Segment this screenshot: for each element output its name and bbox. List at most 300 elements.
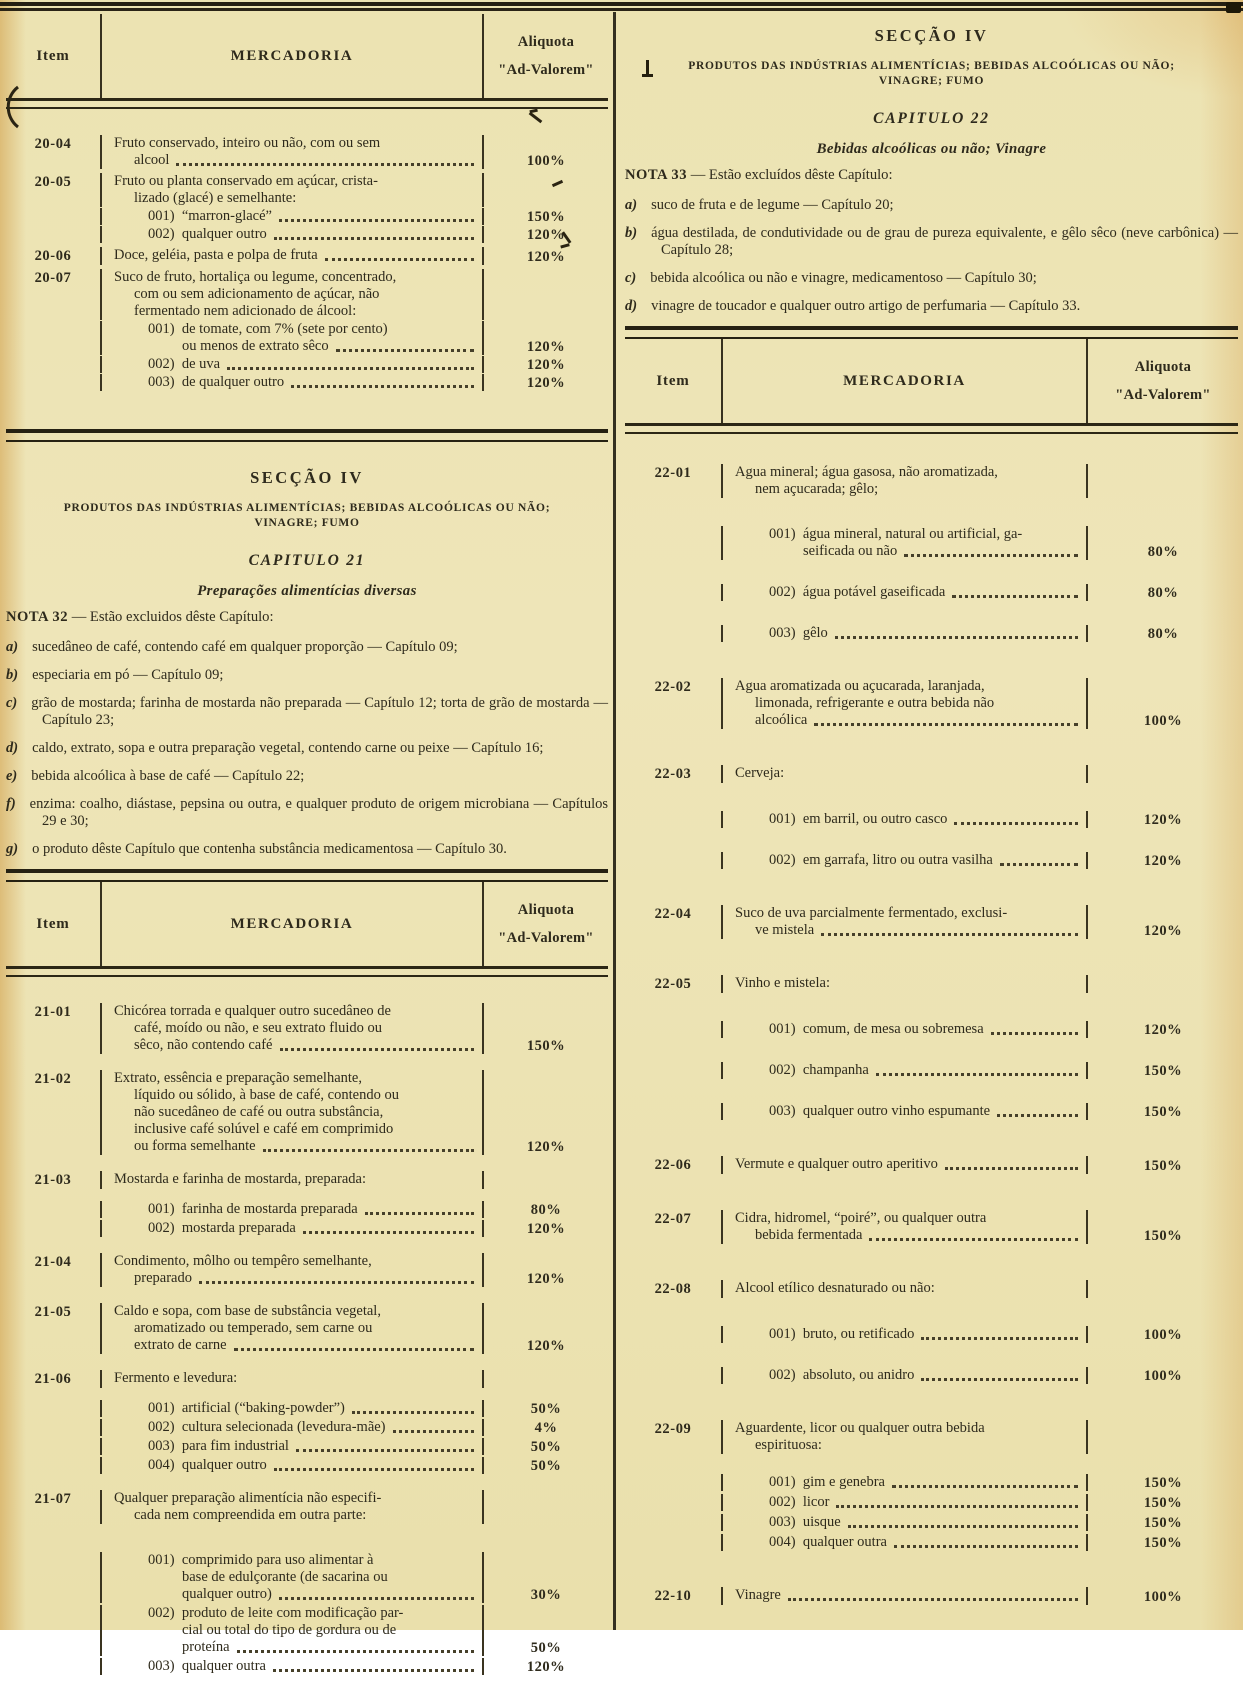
description-line: Suco de fruto, hortaliça ou legume, concentrado, <box>114 269 397 285</box>
table-row <box>625 852 1238 869</box>
description-line <box>735 1227 1080 1244</box>
ad-valorem-value: 150% <box>526 1038 566 1054</box>
ad-valorem-cell <box>482 1220 608 1237</box>
dot-leader <box>393 1430 474 1433</box>
section-heading-chapter-21 <box>6 468 608 858</box>
dot-leader <box>894 1545 1078 1548</box>
tariff-entry-group <box>625 678 1238 729</box>
dot-leader <box>1000 863 1078 866</box>
ad-valorem-value: 150% <box>1143 1495 1183 1511</box>
dot-leader <box>279 219 474 222</box>
item-description <box>721 1156 1086 1174</box>
table-row <box>6 374 608 391</box>
item-code: 22-05 <box>654 976 692 992</box>
description-text: 001) comum, de mesa ou sobremesa <box>769 1021 984 1037</box>
ad-valorem-cell <box>482 356 608 373</box>
exclusion-item: c) grão de mostarda; farinha de mostarda não preparada — Capítulo 12; torta de grão de mostarda — Capítulo 23; <box>6 695 608 728</box>
description-text: Vermute e qualquer outro aperitivo <box>735 1156 938 1172</box>
description-line <box>148 1639 476 1656</box>
ad-valorem-cell <box>482 1658 608 1675</box>
section-title: SECÇÃO IV <box>250 468 364 487</box>
table-row <box>6 1370 608 1388</box>
ad-valorem-value: 120% <box>1143 1022 1183 1038</box>
ad-valorem-value: 120% <box>526 1659 566 1675</box>
item-description <box>100 1419 482 1436</box>
description-line <box>148 1201 476 1218</box>
exclusion-item: b) água destilada, de condutividade ou de grau de pureza equivalente, e gêlo sêco (neve carbônica) — Capítulo 28; <box>625 225 1238 258</box>
item-description <box>100 173 482 207</box>
ad-valorem-value: 50% <box>530 1458 562 1474</box>
ad-valorem-cell <box>482 173 608 207</box>
description-line <box>114 1337 476 1354</box>
description-line <box>148 1220 476 1237</box>
note-text: — Estão excluidos dêste Capítulo: <box>71 609 274 625</box>
description-line: Chicórea torrada e qualquer outro sucedâneo de <box>114 1003 391 1019</box>
item-code: 20-06 <box>34 248 72 264</box>
tariff-entry-group <box>6 1370 608 1474</box>
item-description <box>100 1552 482 1603</box>
item-code: 21-06 <box>34 1371 72 1387</box>
description-text: 003) de qualquer outro <box>148 374 285 390</box>
col-header-mercadoria: MERCADORIA <box>721 339 1086 423</box>
item-description <box>100 1253 482 1287</box>
dot-leader <box>788 1598 1078 1601</box>
tariff-entry-group <box>6 1070 608 1155</box>
description-line: Cidra, hidromel, “poiré”, ou qualquer outra <box>735 1210 987 1226</box>
ad-valorem-value: 4% <box>534 1420 558 1436</box>
ad-valorem-cell <box>1086 765 1238 783</box>
item-description <box>721 584 1086 601</box>
exclusion-item-label: c) <box>625 270 637 286</box>
item-code: 22-02 <box>654 679 692 695</box>
dot-leader <box>234 1348 474 1351</box>
tariff-entry-group <box>6 1490 608 1675</box>
ad-valorem-cell <box>1086 1534 1238 1551</box>
tariff-table-chapter-22 <box>625 326 1238 1605</box>
ad-valorem-value: 120% <box>526 1139 566 1155</box>
dot-leader <box>303 1231 474 1234</box>
table-row <box>6 1419 608 1436</box>
table-row <box>6 1003 608 1054</box>
ad-valorem-value: 100% <box>1143 1368 1183 1384</box>
description-text: 002) água potável gaseificada <box>769 584 946 600</box>
tariff-entry-group <box>6 247 608 265</box>
table-row <box>625 678 1238 729</box>
item-description <box>100 1201 482 1218</box>
tariff-entry-group <box>625 905 1238 939</box>
table-row <box>625 1210 1238 1244</box>
ad-valorem-cell <box>482 1457 608 1474</box>
description-line: Extrato, essência e preparação semelhante, <box>114 1070 362 1086</box>
ad-valorem-value: 80% <box>1147 544 1179 560</box>
description-line: Fruto ou planta conservado em açúcar, crista- <box>114 173 378 189</box>
col-header-item: Item <box>36 47 70 64</box>
table-row <box>6 173 608 207</box>
description-text: qualquer outro) <box>182 1586 272 1602</box>
tariff-entry-group <box>625 1210 1238 1244</box>
description-line: café, moído ou não, e seu extrato fluido ou <box>134 1020 383 1036</box>
ad-valorem-value: 80% <box>1147 626 1179 642</box>
note-text: — Estão excluídos dêste Capítulo: <box>690 167 893 183</box>
table-row <box>625 1587 1238 1605</box>
description-text: 003) gêlo <box>769 625 828 641</box>
aliquota-label: Aliquota <box>1134 358 1192 375</box>
item-code <box>625 1103 721 1120</box>
description-text: 002) mostarda preparada <box>148 1220 296 1236</box>
ad-valorem-value: 150% <box>1143 1515 1183 1531</box>
note-label: NOTA 32 <box>6 609 69 625</box>
dot-leader <box>176 163 474 166</box>
item-code <box>625 1494 721 1511</box>
col-header-mercadoria: MERCADORIA <box>100 14 482 98</box>
ad-valorem-value: 80% <box>530 1202 562 1218</box>
description-text: Doce, geléia, pasta e polpa de fruta <box>114 247 318 263</box>
description-line <box>148 1419 476 1436</box>
table-row <box>625 765 1238 783</box>
item-description <box>721 1367 1086 1384</box>
ad-valorem-value: 120% <box>1143 853 1183 869</box>
item-description <box>100 226 482 243</box>
description-line: base de edulçorante (de sacarina ou <box>182 1569 388 1585</box>
right-column <box>625 14 1238 1641</box>
description-line: 002) produto de leite com modificação par- <box>148 1605 404 1621</box>
description-line: Alcool etílico desnaturado ou não: <box>735 1280 935 1296</box>
item-description <box>100 269 482 320</box>
table-row <box>6 269 608 320</box>
ad-valorem-cell <box>1086 1156 1238 1174</box>
chapter-number: CAPITULO 21 <box>248 552 366 569</box>
dot-leader <box>997 1114 1078 1117</box>
table-row <box>6 1552 608 1603</box>
col-header-aliquota <box>482 882 608 966</box>
table-row <box>6 1070 608 1155</box>
ad-valorem-cell <box>1086 811 1238 828</box>
description-line <box>148 208 476 225</box>
ad-valorem-value: 100% <box>1143 713 1183 729</box>
table-row <box>625 1103 1238 1120</box>
item-code: 22-09 <box>654 1421 692 1437</box>
description-line: Agua aromatizada ou açucarada, laranjada, <box>735 678 985 694</box>
table-row <box>625 1326 1238 1343</box>
item-code: 21-03 <box>34 1172 72 1188</box>
table-row <box>6 321 608 355</box>
dot-leader <box>263 1149 474 1152</box>
ad-valorem-cell <box>482 1171 608 1189</box>
col-header-aliquota <box>482 14 608 98</box>
description-text: 002) champanha <box>769 1062 869 1078</box>
exclusion-item-label: b) <box>625 225 638 241</box>
table-body <box>6 977 608 1675</box>
table-row <box>6 1220 608 1237</box>
description-line: cial ou total do tipo de gordura ou de <box>182 1622 397 1638</box>
ad-valorem-cell <box>1086 1494 1238 1511</box>
item-description <box>100 1438 482 1455</box>
dot-leader <box>952 595 1078 598</box>
item-code <box>6 1220 100 1237</box>
item-code: 22-06 <box>654 1157 692 1173</box>
table-row <box>625 526 1238 560</box>
ad-valorem-value: 120% <box>526 1338 566 1354</box>
dot-leader <box>296 1449 474 1452</box>
ad-valorem-value: 120% <box>1143 923 1183 939</box>
description-line <box>769 852 1080 869</box>
table-row <box>6 1253 608 1287</box>
item-description <box>721 464 1086 498</box>
ad-valorem-cell <box>1086 584 1238 601</box>
item-code <box>625 1021 721 1038</box>
description-line: Suco de uva parcialmente fermentado, exclusi- <box>735 905 1008 921</box>
ad-valorem-cell <box>482 1605 608 1656</box>
description-text: 002) absoluto, ou anidro <box>769 1367 915 1383</box>
description-line <box>735 922 1080 939</box>
description-line <box>148 226 476 243</box>
table-row <box>6 135 608 169</box>
item-code: 22-01 <box>654 465 692 481</box>
item-description <box>100 1400 482 1417</box>
table-bottom-rule <box>6 429 608 442</box>
description-line: não sucedâneo de café ou outra substância, <box>134 1104 384 1120</box>
description-line: limonada, refrigerante e outra bebida não <box>755 695 995 711</box>
description-text: bebida fermentada <box>755 1227 863 1243</box>
ad-valorem-value: 120% <box>526 227 566 243</box>
description-line <box>769 1103 1080 1120</box>
dot-leader <box>274 1468 474 1471</box>
aliquota-label: Aliquota <box>517 901 575 918</box>
description-text: 003) qualquer outra <box>148 1658 266 1674</box>
item-description <box>721 1494 1086 1511</box>
ad-valorem-value: 150% <box>1143 1535 1183 1551</box>
dot-leader <box>848 1525 1078 1528</box>
item-description <box>721 1587 1086 1605</box>
table-row <box>625 584 1238 601</box>
table-row <box>625 1062 1238 1079</box>
dot-leader <box>945 1167 1078 1170</box>
ad-valorem-cell <box>482 1201 608 1218</box>
ad-valorem-cell <box>482 1303 608 1354</box>
description-line: 001) comprimido para uso alimentar à <box>148 1552 374 1568</box>
ad-valorem-cell <box>1086 1280 1238 1298</box>
description-line <box>769 625 1080 642</box>
table-top-rule <box>6 869 608 882</box>
exclusion-item: e) bebida alcoólica à base de café — Capítulo 22; <box>6 768 305 784</box>
exclusion-item: a) sucedâneo de café, contendo café em qualquer proporção — Capítulo 09; <box>6 639 458 655</box>
dot-leader <box>921 1337 1078 1340</box>
ad-valorem-cell <box>1086 1021 1238 1038</box>
description-line <box>735 1587 1080 1604</box>
tariff-table-chapter-20 <box>6 14 608 442</box>
description-line: 001) água mineral, natural ou artificial, ga- <box>769 526 1023 542</box>
ad-valorem-cell <box>482 1370 608 1388</box>
item-code: 22-08 <box>654 1281 692 1297</box>
table-row <box>625 1494 1238 1511</box>
description-line: Caldo e sopa, com base de substância vegetal, <box>114 1303 381 1319</box>
ad-valorem-cell <box>1086 1420 1238 1454</box>
table-row <box>625 625 1238 642</box>
table-row <box>6 1457 608 1474</box>
table-row <box>6 1490 608 1524</box>
ad-valorem-cell <box>482 1419 608 1436</box>
description-line <box>769 584 1080 601</box>
ad-valorem-value: 100% <box>1143 1327 1183 1343</box>
description-line <box>114 1138 476 1155</box>
description-line <box>148 1438 476 1455</box>
item-code: 22-07 <box>654 1211 692 1227</box>
tariff-entry-group <box>6 1171 608 1237</box>
header-divider-rule <box>6 966 608 977</box>
item-description <box>721 1514 1086 1531</box>
header-divider-rule <box>625 423 1238 434</box>
item-code: 21-05 <box>34 1304 72 1320</box>
table-row <box>625 464 1238 498</box>
ad-valorem-cell <box>1086 975 1238 993</box>
description-line <box>769 1534 1080 1551</box>
description-line <box>769 1514 1080 1531</box>
chapter-number: CAPITULO 22 <box>873 110 990 127</box>
ad-valorem-cell <box>482 1070 608 1155</box>
description-line <box>114 247 476 264</box>
ad-valorem-value: 50% <box>530 1401 562 1417</box>
ad-valorem-cell <box>1086 1514 1238 1531</box>
item-code: 21-07 <box>34 1491 72 1507</box>
ad-valorem-value: 30% <box>530 1587 562 1603</box>
description-text: preparado <box>134 1270 192 1286</box>
note-heading <box>6 609 608 626</box>
description-line <box>769 1367 1080 1384</box>
item-code <box>6 321 100 355</box>
item-code: 20-04 <box>34 136 72 152</box>
dot-leader <box>279 1597 474 1600</box>
description-line <box>114 1037 476 1054</box>
item-description <box>721 765 1086 783</box>
exclusion-item: d) vinagre de toucador e qualquer outro artigo de perfumaria — Capítulo 33. <box>625 298 1081 314</box>
column-divider-rule <box>613 12 616 1630</box>
exclusion-item-label: c) <box>6 695 18 711</box>
item-description <box>100 1605 482 1656</box>
item-code: 20-07 <box>34 270 72 286</box>
description-text: 001) bruto, ou retificado <box>769 1326 915 1342</box>
tariff-entry-group <box>625 975 1238 1120</box>
col-header-mercadoria: MERCADORIA <box>100 882 482 966</box>
item-code <box>6 356 100 373</box>
aliquota-label: Aliquota <box>517 33 575 50</box>
description-line: Agua mineral; água gasosa, não aromatizada, <box>735 464 998 480</box>
ad-valorem-value: 50% <box>530 1640 562 1656</box>
tariff-entry-group <box>6 173 608 243</box>
dot-leader <box>892 1485 1078 1488</box>
description-line: Fruto conservado, inteiro ou não, com ou sem <box>114 135 381 151</box>
item-description <box>721 1474 1086 1491</box>
table-row <box>6 356 608 373</box>
item-description <box>721 526 1086 560</box>
exclusion-item-label: d) <box>6 740 19 756</box>
description-text: 001) gim e genebra <box>769 1474 885 1490</box>
ad-valorem-value: 80% <box>1147 585 1179 601</box>
exclusion-list <box>6 639 608 858</box>
table-body <box>6 109 608 429</box>
tariff-entry-group <box>625 464 1238 642</box>
item-description <box>721 1534 1086 1551</box>
section-subtitle: PRODUTOS DAS INDÚSTRIAS ALIMENTÍCIAS; BEBIDAS ALCOÓLICAS OU NÃO; VINAGRE; FUMO <box>688 60 1175 87</box>
exclusion-item: b) especiaria em pó — Capítulo 09; <box>6 667 224 683</box>
col-header-item: Item <box>656 372 690 389</box>
description-line: Aguardente, licor ou qualquer outra bebida <box>735 1420 985 1436</box>
ad-valorem-label: "Ad-Valorem" <box>498 929 594 946</box>
table-body <box>625 434 1238 1605</box>
item-description <box>100 1658 482 1675</box>
tariff-entry-group <box>6 135 608 169</box>
description-text: 004) qualquer outro <box>148 1457 267 1473</box>
ad-valorem-cell <box>1086 1367 1238 1384</box>
item-description <box>721 625 1086 642</box>
description-text: sêco, não contendo café <box>134 1037 273 1053</box>
exclusion-item-label: a) <box>625 197 638 213</box>
description-text: 001) farinha de mostarda preparada <box>148 1201 358 1217</box>
item-description <box>100 1457 482 1474</box>
description-line <box>114 152 476 169</box>
ad-valorem-value: 120% <box>1143 812 1183 828</box>
item-description <box>100 1370 482 1388</box>
exclusion-item: c) bebida alcoólica ou não e vinagre, medicamentoso — Capítulo 30; <box>625 270 1037 286</box>
description-line <box>148 1658 476 1675</box>
ad-valorem-label: "Ad-Valorem" <box>498 61 594 78</box>
description-line <box>148 1457 476 1474</box>
description-text: 002) qualquer outro <box>148 226 267 242</box>
description-line <box>769 1326 1080 1343</box>
item-code: 21-04 <box>34 1254 72 1270</box>
dot-leader <box>291 385 474 388</box>
dot-leader <box>237 1650 474 1653</box>
item-code: 22-10 <box>654 1588 692 1604</box>
item-code <box>625 526 721 560</box>
description-line: nem açucarada; gêlo; <box>755 481 879 497</box>
ad-valorem-cell <box>1086 905 1238 939</box>
dot-leader <box>227 367 474 370</box>
ad-valorem-value: 100% <box>1143 1589 1183 1605</box>
description-line: Cerveja: <box>735 765 785 781</box>
table-row <box>625 905 1238 939</box>
item-description <box>100 247 482 265</box>
table-row <box>6 208 608 225</box>
ad-valorem-cell <box>482 269 608 320</box>
ad-valorem-label: "Ad-Valorem" <box>1115 386 1211 403</box>
page-top-rule <box>0 2 1243 13</box>
description-line: com ou sem adicionamento de açúcar, não <box>134 286 380 302</box>
ad-valorem-cell <box>1086 526 1238 560</box>
item-code <box>625 584 721 601</box>
ad-valorem-cell <box>1086 625 1238 642</box>
tariff-entry-group <box>625 1156 1238 1174</box>
chapter-title: Bebidas alcoólicas ou não; Vinagre <box>816 141 1047 157</box>
ad-valorem-cell <box>482 374 608 391</box>
description-line <box>769 543 1080 560</box>
description-text: 002) em garrafa, litro ou outra vasilha <box>769 852 993 868</box>
item-code: 21-01 <box>34 1004 72 1020</box>
ad-valorem-cell <box>1086 678 1238 729</box>
description-text: 002) licor <box>769 1494 830 1510</box>
item-description <box>721 905 1086 939</box>
item-code <box>6 1457 100 1474</box>
description-line <box>769 1474 1080 1491</box>
description-text: alcoólica <box>755 712 808 728</box>
table-row <box>6 1400 608 1417</box>
description-text: 003) qualquer outro vinho espumante <box>769 1103 991 1119</box>
ad-valorem-value: 120% <box>526 375 566 391</box>
dot-leader <box>836 1505 1078 1508</box>
ad-valorem-cell <box>482 208 608 225</box>
description-line <box>735 1156 1080 1173</box>
ad-valorem-cell <box>1086 1587 1238 1605</box>
description-line: espirituosa: <box>755 1437 822 1453</box>
